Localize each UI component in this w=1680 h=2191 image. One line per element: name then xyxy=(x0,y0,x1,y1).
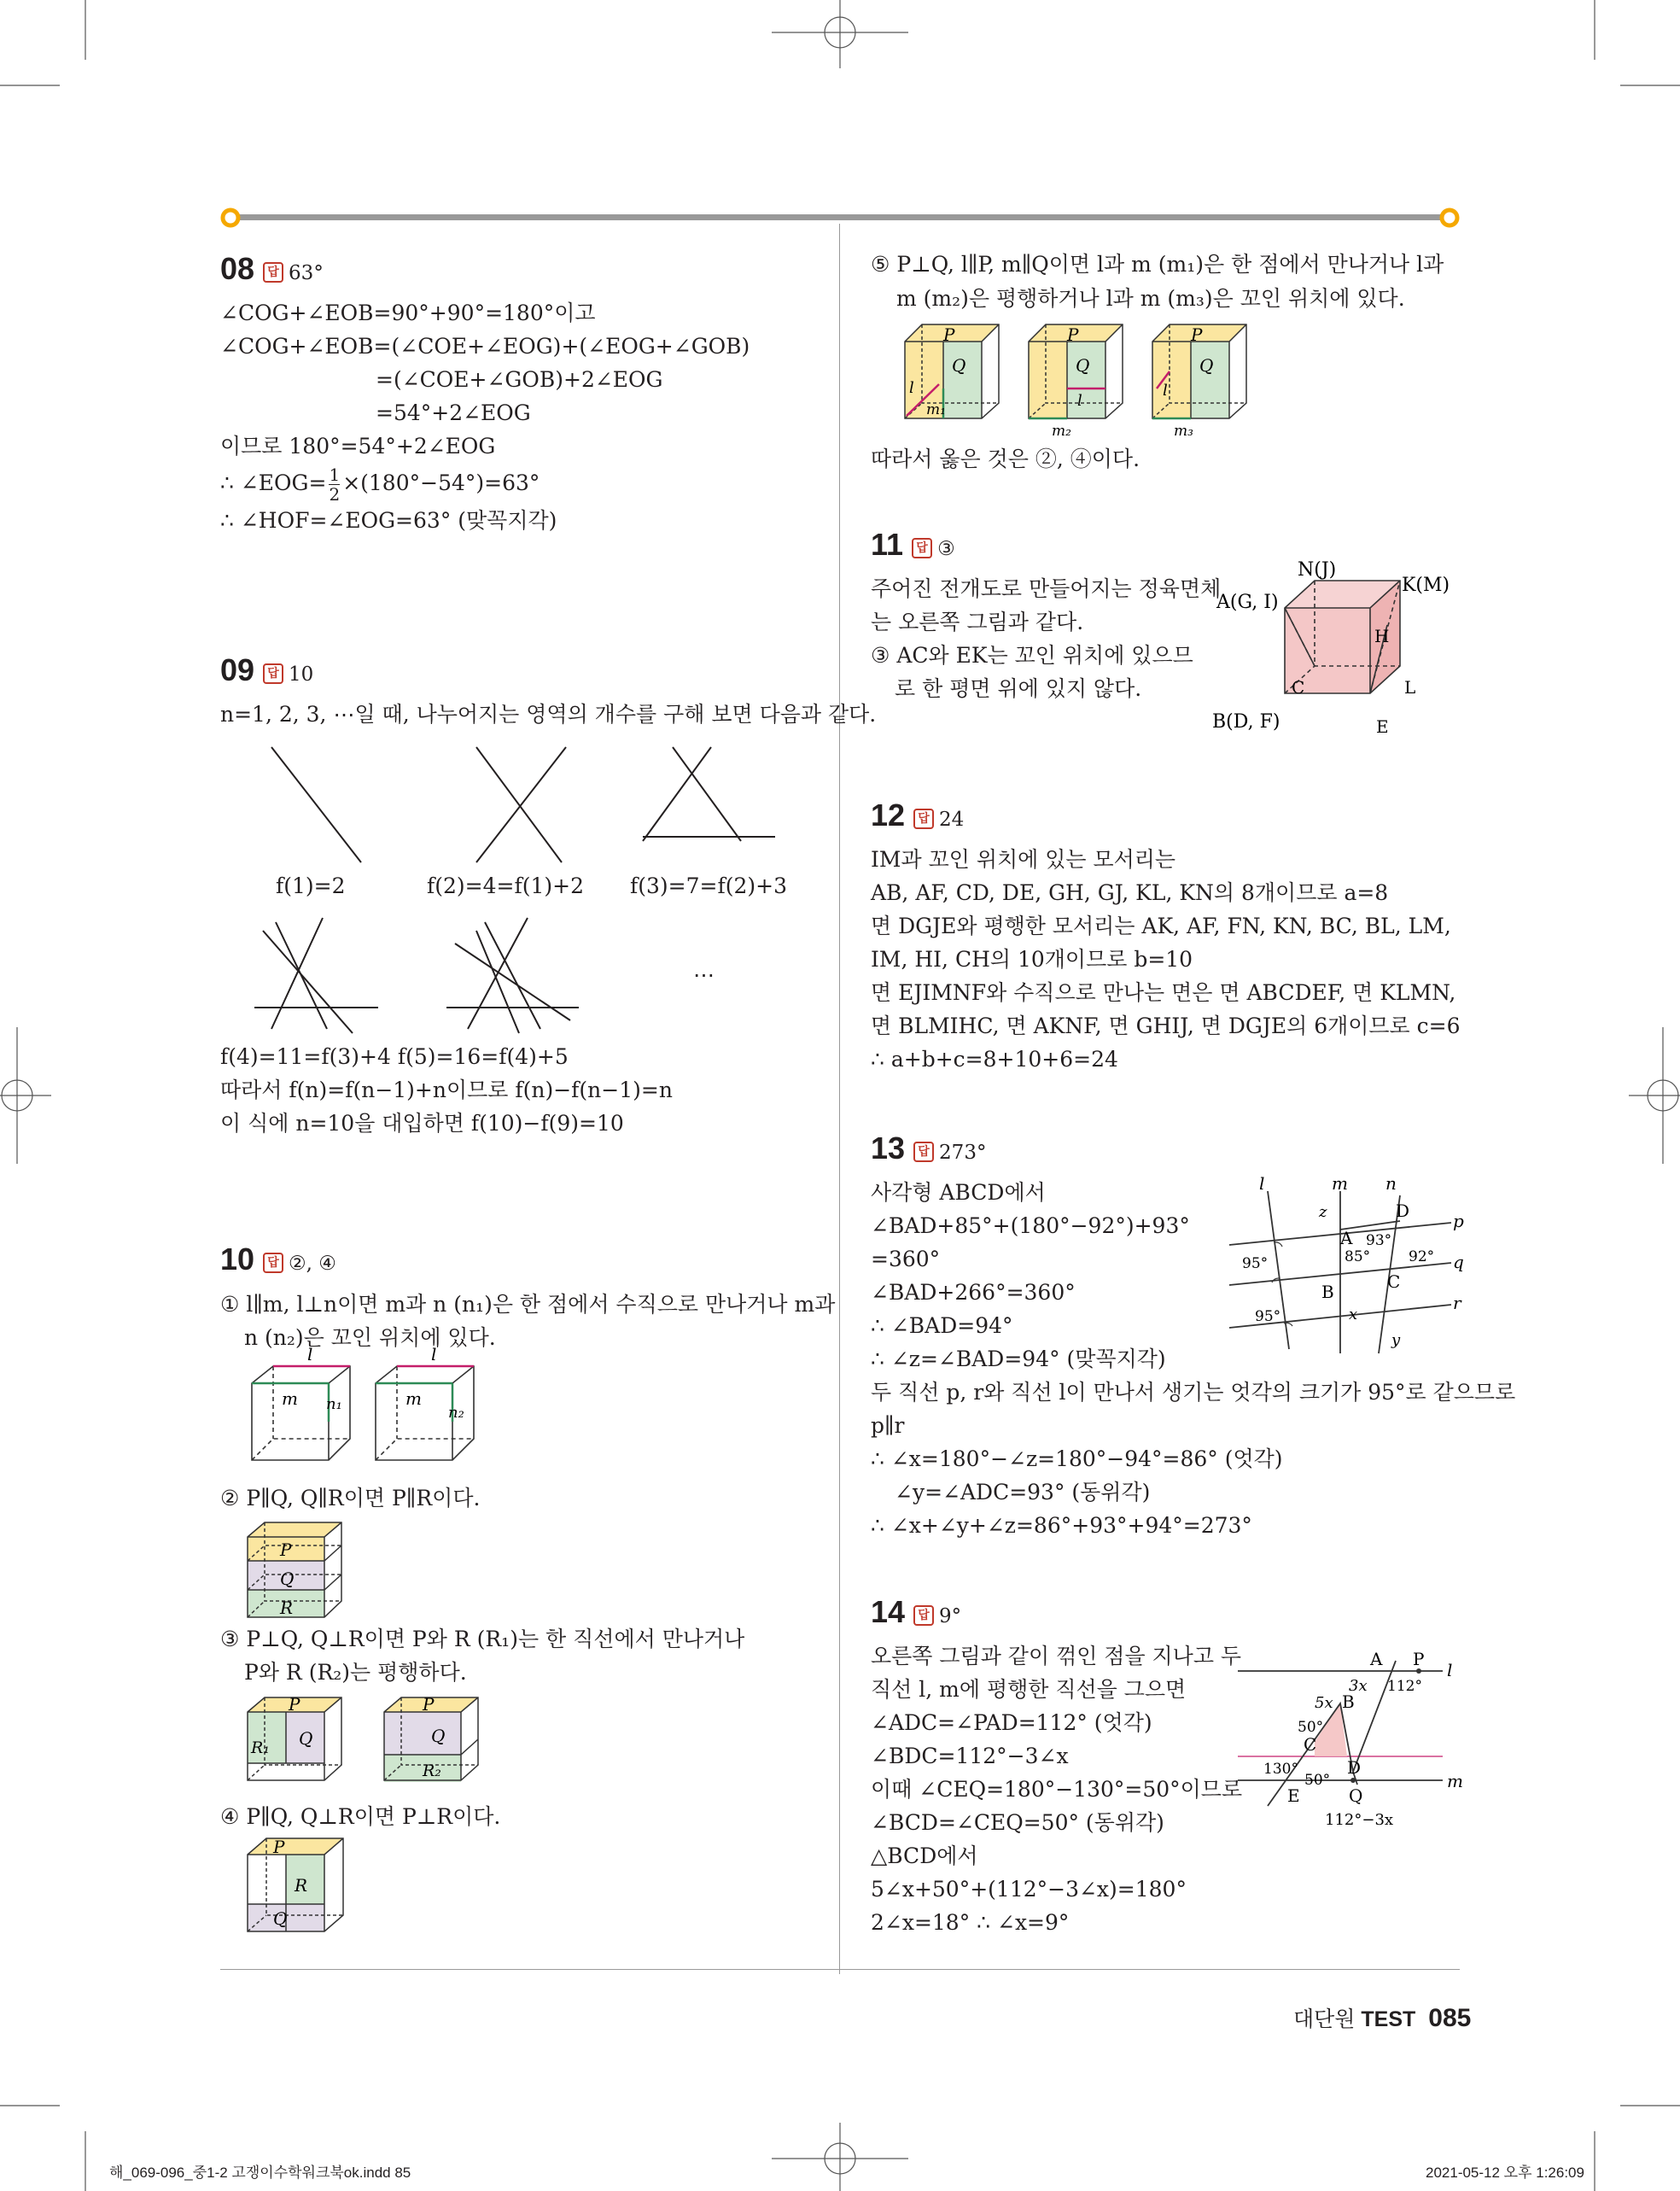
answer-badge: 답 xyxy=(913,809,934,829)
ellipsis: ⋯ xyxy=(693,962,715,987)
label-Q: Q xyxy=(1349,1785,1363,1806)
text-line: ∠BAD+266°=360° xyxy=(871,1280,1076,1305)
label-H: H xyxy=(1374,626,1390,646)
angle-95-bottom: 95° xyxy=(1255,1308,1281,1325)
label-P: P xyxy=(423,1694,435,1715)
text-line: ∠ADC=∠PAD=112° (엇각) xyxy=(871,1710,1152,1735)
text-line: ∴ ∠HOF=∠EOG=63° (맞꼭지각) xyxy=(220,508,557,533)
label-R2: R₂ xyxy=(423,1762,441,1780)
text-line: ① l∥m, l⊥n이면 m과 n (n₁)은 한 점에서 수직으로 만나거나 m과 xyxy=(220,1292,836,1317)
answer-value: 63° xyxy=(289,262,324,284)
text-line: =360° xyxy=(871,1247,941,1271)
text-line: f(4)=11=f(3)+4 f(5)=16=f(4)+5 xyxy=(220,1044,569,1069)
answer-badge: 답 xyxy=(913,1605,934,1626)
angle-bottom: 112°−3x xyxy=(1325,1811,1394,1829)
answer-value: 24 xyxy=(939,809,965,831)
cube-diagrams-5 xyxy=(896,320,1272,440)
problem-11 xyxy=(871,528,1221,705)
label-NJ: N(J) xyxy=(1298,559,1337,581)
label-l: l xyxy=(1163,382,1168,400)
text-line: ∴ a+b+c=8+10+6=24 xyxy=(871,1047,1118,1072)
label-m: m xyxy=(282,1388,298,1409)
text-line: =54°+2∠EOG xyxy=(376,400,531,425)
text-line: ④ P∥Q, Q⊥R이면 P⊥R이다. xyxy=(220,1804,501,1829)
label-y: y xyxy=(1391,1331,1401,1349)
label-Q: Q xyxy=(1199,355,1214,376)
text-line: ∴ ∠x+∠y+∠z=86°+93°+94°=273° xyxy=(871,1513,1252,1538)
text-line: ② P∥Q, Q∥R이면 P∥R이다. xyxy=(220,1486,481,1510)
label-l: l xyxy=(431,1344,437,1364)
angle-95-top: 95° xyxy=(1242,1255,1269,1272)
column-divider xyxy=(839,224,840,1974)
cube-figure-11 xyxy=(1212,559,1468,745)
answer-badge: 답 xyxy=(263,663,283,684)
text-line: ∴ ∠x=180°−∠z=180°−94°=86° (엇각) xyxy=(871,1446,1283,1471)
text-line: 사각형 ABCD에서 xyxy=(871,1180,1046,1205)
answer-value: ②, ④ xyxy=(289,1253,336,1275)
label-R: R xyxy=(295,1875,308,1896)
text-line: AB, AF, CD, DE, GH, GJ, KL, KN의 8개이므로 a=8 xyxy=(871,880,1389,905)
label-x: x xyxy=(1349,1306,1358,1323)
label-Q: Q xyxy=(280,1569,295,1589)
caption-f1: f(1)=2 xyxy=(276,873,346,898)
label-P: P xyxy=(943,324,955,345)
angle-112: 112° xyxy=(1387,1678,1422,1695)
label-L: L xyxy=(1404,677,1416,698)
answer-badge: 답 xyxy=(912,538,932,558)
problem-number: 12 xyxy=(871,798,906,833)
lines-figure-13 xyxy=(1221,1173,1468,1353)
angle-3x: 3x xyxy=(1349,1677,1368,1695)
text-line: IM, HI, CH의 10개이므로 b=10 xyxy=(871,947,1193,972)
text-line: n (n₂)은 꼬인 위치에 있다. xyxy=(244,1325,496,1350)
text-line: IM과 꼬인 위치에 있는 모서리는 xyxy=(871,847,1176,872)
timestamp: 2021-05-12 오후 1:26:09 xyxy=(1426,2165,1584,2181)
label-P: P xyxy=(1413,1649,1425,1669)
label-r: r xyxy=(1453,1293,1461,1313)
problem-number: 14 xyxy=(871,1594,906,1629)
test-label: TEST xyxy=(1361,2007,1416,2031)
cube-diagrams-3 xyxy=(248,1695,521,1797)
problem-09 xyxy=(220,653,876,731)
text-line: 따라서 f(n)=f(n−1)+n이므로 f(n)−f(n−1)=n xyxy=(220,1078,673,1102)
answer-badge: 답 xyxy=(913,1142,934,1162)
angle-130: 130° xyxy=(1263,1761,1298,1778)
cube-diagrams-1 xyxy=(243,1344,499,1477)
label-l: l xyxy=(909,379,914,397)
problem-number: 09 xyxy=(220,652,255,687)
text-line: 로 한 평면 위에 있지 않다. xyxy=(895,676,1142,701)
text-line: 는 오른쪽 그림과 같다. xyxy=(871,610,1084,634)
text-line: 면 BLMIHC, 면 AKNF, 면 GHIJ, 면 DGJE의 6개이므로 c=6 xyxy=(871,1014,1461,1038)
text-line: ∴ ∠BAD=94° xyxy=(871,1313,1013,1338)
label-P: P xyxy=(273,1837,285,1857)
label-m: m xyxy=(405,1388,422,1409)
label-Q: Q xyxy=(273,1908,288,1929)
answer-value: 10 xyxy=(289,663,314,686)
label-D: D xyxy=(1396,1201,1410,1221)
text-line: p∥r xyxy=(871,1413,905,1438)
file-info: 해_069-096_중1-2 고쟁이수학워크북ok.indd 85 xyxy=(109,2165,411,2181)
bottom-rule xyxy=(220,1969,1460,1970)
angle-92: 92° xyxy=(1409,1248,1435,1265)
label-m2: m₂ xyxy=(1052,423,1071,440)
label-C: C xyxy=(1292,677,1305,698)
fraction xyxy=(329,465,340,504)
label-n1: n₁ xyxy=(326,1395,342,1413)
angle-5x: 5x xyxy=(1315,1694,1333,1712)
label-B: B xyxy=(1342,1691,1355,1712)
text-line: 2∠x=18° ∴ ∠x=9° xyxy=(871,1910,1070,1935)
text-line: 두 직선 p, r와 직선 l이 만나서 생기는 엇각의 크기가 95°로 같으므로 xyxy=(871,1380,1516,1405)
label-A: A xyxy=(1340,1228,1353,1248)
text-line: 면 DGJE와 평행한 모서리는 AK, AF, FN, KN, BC, BL, LM, xyxy=(871,914,1451,938)
answer-badge: 답 xyxy=(263,262,283,283)
label-R: R xyxy=(280,1598,294,1618)
label-E: E xyxy=(1287,1785,1300,1806)
fraction-denominator: 2 xyxy=(329,484,341,505)
label-C: C xyxy=(1304,1734,1317,1755)
label-B: B xyxy=(1321,1282,1334,1302)
label-n2: n₂ xyxy=(448,1404,464,1422)
header-bar xyxy=(218,205,1464,231)
text-line: ③ AC와 EK는 꼬인 위치에 있으므 xyxy=(871,643,1193,668)
text-line: ∴ ∠z=∠BAD=94° (맞꼭지각) xyxy=(871,1347,1166,1371)
cube-diagram-2 xyxy=(248,1520,350,1622)
text-line: 이때 ∠CEQ=180°−130°=50°이므로 xyxy=(871,1777,1243,1802)
label-m3: m₃ xyxy=(1174,423,1193,440)
label-P: P xyxy=(1191,324,1203,345)
text-line: 따라서 옳은 것은 ②, ④이다. xyxy=(871,447,1140,471)
text-line: =(∠COE+∠GOB)+2∠EOG xyxy=(376,367,663,392)
problem-number: 10 xyxy=(220,1242,255,1277)
problem-number: 13 xyxy=(871,1131,906,1166)
label-l: l xyxy=(1259,1173,1265,1194)
angle-50-lower: 50° xyxy=(1304,1772,1331,1789)
label-D: D xyxy=(1347,1757,1362,1778)
label-KM: K(M) xyxy=(1402,575,1450,596)
problem-08 xyxy=(220,252,750,537)
section-label: 대단원 xyxy=(1293,2007,1356,2031)
label-p: p xyxy=(1453,1211,1464,1231)
label-A: A xyxy=(1370,1649,1383,1669)
text-line: P와 R (R₂)는 평행하다. xyxy=(244,1660,467,1685)
lines-figure-14 xyxy=(1229,1644,1468,1832)
page-number: 085 xyxy=(1428,2004,1472,2032)
cube-diagram-4 xyxy=(248,1836,350,1943)
label-q: q xyxy=(1453,1252,1464,1272)
text-line: ∠COG+∠EOB=(∠COE+∠EOG)+(∠EOG+∠GOB) xyxy=(220,334,750,359)
problem-number: 08 xyxy=(220,251,255,286)
text-line: ×(180°−54°)=63° xyxy=(342,470,540,495)
text-line: △BCD에서 xyxy=(871,1843,978,1868)
label-P: P xyxy=(280,1540,292,1560)
text-line: m (m₂)은 평행하거나 l과 m (m₃)은 꼬인 위치에 있다. xyxy=(896,286,1405,311)
label-AGI: A(G, I) xyxy=(1216,592,1279,613)
label-n: n xyxy=(1385,1173,1397,1194)
label-Q: Q xyxy=(1076,355,1090,376)
label-z: z xyxy=(1319,1203,1327,1221)
page-footer xyxy=(1293,2002,1471,2033)
text-line: 이 식에 n=10을 대입하면 f(10)−f(9)=10 xyxy=(220,1111,624,1136)
text-line: ∠BCD=∠CEQ=50° (동위각) xyxy=(871,1810,1164,1835)
angle-50-upper: 50° xyxy=(1298,1719,1324,1736)
text-line: 오른쪽 그림과 같이 꺾인 점을 지나고 두 xyxy=(871,1644,1242,1668)
text-line: 직선 l, m에 평행한 직선을 그으면 xyxy=(871,1677,1187,1702)
label-l: l xyxy=(1447,1660,1453,1680)
label-BDF: B(D, F) xyxy=(1212,711,1280,733)
problem-14 xyxy=(871,1595,1242,1939)
label-E: E xyxy=(1376,716,1389,737)
text-line: ∴ ∠EOG= xyxy=(220,470,327,495)
text-line: 5∠x+50°+(112°−3∠x)=180° xyxy=(871,1877,1187,1902)
text-line: ∠COG+∠EOB=90°+90°=180°이고 xyxy=(220,301,596,325)
problem-number: 11 xyxy=(871,527,904,562)
label-Q: Q xyxy=(952,355,966,376)
angle-85: 85° xyxy=(1345,1248,1371,1265)
problem-10 xyxy=(220,1242,336,1277)
caption-f2: f(2)=4=f(1)+2 xyxy=(427,873,584,898)
text-line: ⑤ P⊥Q, l∥P, m∥Q이면 l과 m (m₁)은 한 점에서 만나거나 l과 xyxy=(871,252,1444,277)
fraction-numerator: 1 xyxy=(329,464,341,485)
text-line: ∠y=∠ADC=93° (동위각) xyxy=(895,1480,1151,1504)
text-line: 주어진 전개도로 만들어지는 정육면체 xyxy=(871,576,1222,601)
label-l: l xyxy=(307,1344,313,1364)
answer-value: 273° xyxy=(939,1142,987,1164)
answer-value: ③ xyxy=(937,538,955,560)
text-line: n=1, 2, 3, ⋯일 때, 나누어지는 영역의 개수를 구해 보면 다음과 같다. xyxy=(220,702,877,727)
label-m: m xyxy=(1447,1771,1463,1791)
answer-badge: 답 xyxy=(263,1253,283,1273)
label-m: m xyxy=(1332,1173,1348,1194)
label-m1: m₁ xyxy=(926,401,946,418)
problem-12 xyxy=(871,798,1461,1076)
text-line: ③ P⊥Q, Q⊥R이면 P와 R (R₁)는 한 직선에서 만나거나 xyxy=(220,1627,745,1651)
text-line: 면 EJIMNF와 수직으로 만나는 면은 면 ABCDEF, 면 KLMN, xyxy=(871,980,1456,1005)
answer-value: 9° xyxy=(939,1605,962,1627)
label-Q: Q xyxy=(299,1728,313,1749)
problem-09-lines xyxy=(220,1040,673,1140)
angle-93: 93° xyxy=(1366,1232,1392,1249)
text-line: ∠BDC=112°−3∠x xyxy=(871,1744,1069,1768)
text-line: 이므로 180°=54°+2∠EOG xyxy=(220,434,496,459)
label-P: P xyxy=(289,1694,300,1715)
label-Q: Q xyxy=(431,1726,446,1746)
label-R1: R₁ xyxy=(251,1738,270,1757)
text-line: ∠BAD+85°+(180°−92°)+93° xyxy=(871,1213,1190,1238)
caption-f3: f(3)=7=f(2)+3 xyxy=(630,873,787,898)
label-l: l xyxy=(1077,392,1082,410)
label-C: C xyxy=(1387,1271,1401,1292)
label-P: P xyxy=(1067,324,1079,345)
